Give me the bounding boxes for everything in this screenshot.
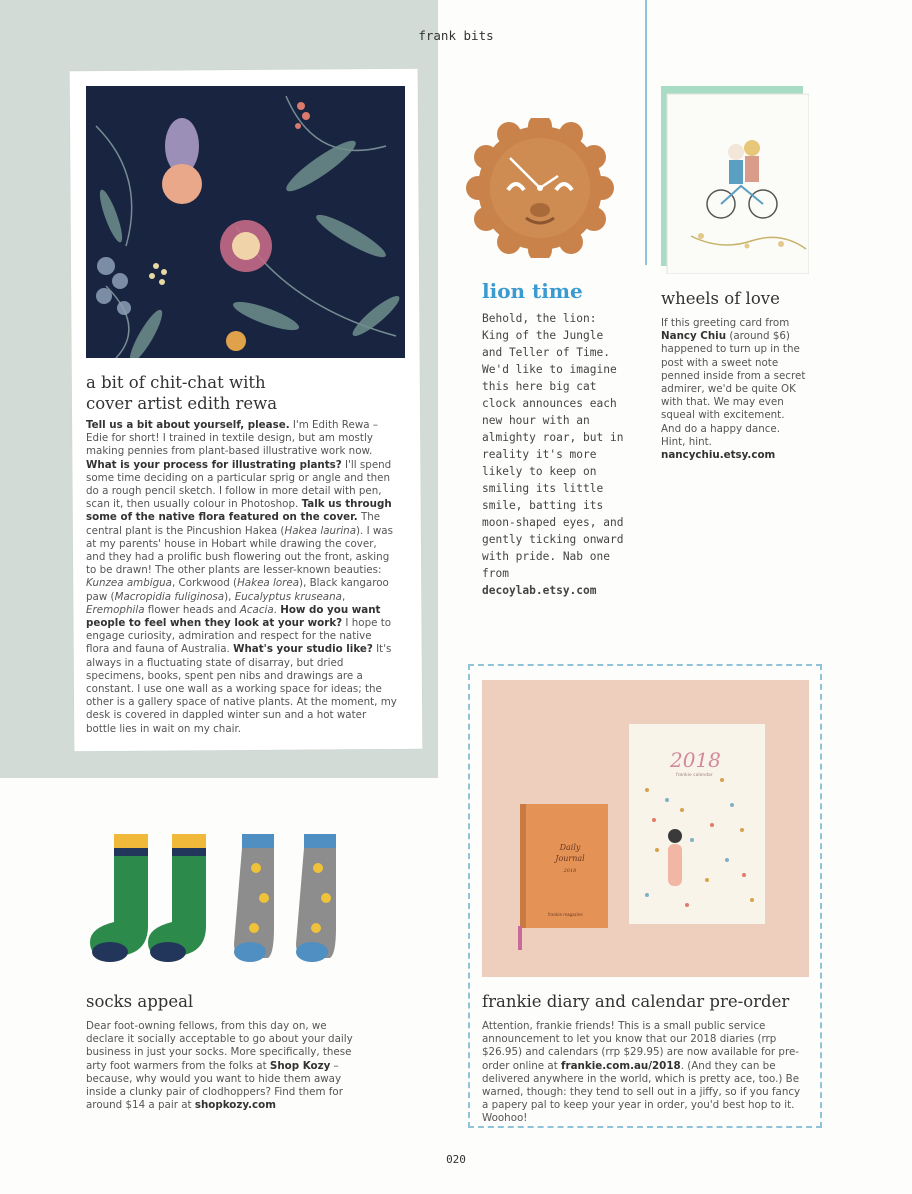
socks-appeal-title: socks appeal [86, 992, 194, 1011]
question-4: How do you want people to feel when they look at your work? [86, 603, 381, 630]
calendar-sub-label: frankie calendar [676, 773, 713, 778]
diary-calendar-body: Attention, frankie friends! This is a small public service announcement to let you know that our 2018 diaries (rrp $26.95) and calendars (rrp $29.95) are now available for pre-order online at frankie.com.au/2018. (And they can be delivered anywhere in the world, which is pretty ace, too.) Be warned, though: they tend to sell out in a jiffy, so if you fancy a papery pal to keep your year in order, you'd best hop to it. Woohoo! [482, 1020, 801, 1125]
section-header: frank bits [418, 28, 494, 43]
question-1: Tell us a bit about yourself, please. [86, 419, 290, 431]
chit-chat-title: a bit of chit-chat with cover artist edith rewa [86, 373, 278, 413]
wheels-of-love-title: wheels of love [661, 289, 780, 308]
page-number: 020 [446, 1153, 466, 1166]
botanical-cover-illustration [86, 86, 405, 358]
greeting-card-image [661, 86, 809, 274]
shopkozy-link[interactable]: shopkozy.com [194, 1099, 276, 1112]
diary-spine-text: frankie magazine [548, 912, 583, 917]
calendar-year-label: 2018 [670, 748, 721, 772]
diary-cover-text: Daily Journal 2018 [555, 843, 585, 874]
lion-time-body: Behold, the lion: King of the Jungle and Teller of Time. We'd like to imagine this here big cat clock announces each new hour with an almighty roar, but in reality it's more likely to keep on smiling its little smile, batting its moon-shaped eyes, and gently ticking onward with pride. Nab one from decoylab.etsy.com [482, 312, 624, 597]
decoylab-link[interactable]: decoylab.etsy.com [482, 584, 597, 597]
nancychiu-link[interactable]: nancychiu.etsy.com [661, 449, 776, 462]
diary-calendar-image [482, 680, 809, 977]
diary-calendar-title: frankie diary and calendar pre-order [482, 992, 790, 1011]
socks-image [86, 828, 376, 978]
question-2: What is your process for illustrating plants? [86, 458, 342, 471]
question-5: What's your studio like? [233, 643, 373, 656]
lion-time-title: lion time [482, 279, 583, 303]
question-3: Talk us through some of the native flora featured on the cover. [86, 498, 392, 524]
socks-appeal-body: Dear foot-owning fellows, from this day on, we declare it socially acceptable to go about your daily business in just your socks. More specifically, these arty foot warmers from the folks at Shop Kozy – because, why would you want to hide them away inside a clunky pair of clodhoppers? Find them for around $14 a pair at shopkozy.com [86, 1020, 353, 1112]
lion-clock-image [460, 118, 620, 258]
wheels-of-love-body: If this greeting card from Nancy Chiu (around $6) happened to turn up in the post with a sweet note penned inside from a secret admirer, we'd be quite OK with that. We may even squeal with excitement. And do a happy dance. Hint, hint. nancychiu.etsy.com [661, 317, 806, 462]
chit-chat-body: Tell us a bit about yourself, please. I'm Edith Rewa – Edie for short! I trained in textile design, but am mostly making pennies from plant-based illustrative work now. What is your process for illustrating plants? I'll spend some time deciding on a particular sprig or angle and then do a rough pencil sketch. I follow in more detail with pen, scan it, then usually colour in Photoshop. Talk us through some of the native flora featured on the cover. The central plant is the Pincushion Hakea (Hakea laurina). I was at my parents' house in Hobart while drawing the cover, and they had a prolific bush flowering out the front, asking to be drawn! The other plants are lesser-known beauties: Kunzea ambigua, Corkwood (Hakea lorea), Black kangaroo paw (Macropidia fuliginosa), Eucalyptus kruseana, Eremophila flower heads and Acacia. How do you want people to feel when they look at your work? I hope to engage curiosity, admiration and respect for the native flora and fauna of Australia. What's your studio like? It's always in a fluctuating state of disarray, but dried specimens, books, spent pen nibs and drawings are a constant. I use one wall as a working space for ideas; the other is a gallery space of native plants. At the moment, my desk is covered in dappled winter sun and a hot water bottle lies in wait on my chair. [86, 419, 397, 735]
frankie-2018-link[interactable]: frankie.com.au/2018 [561, 1059, 681, 1072]
